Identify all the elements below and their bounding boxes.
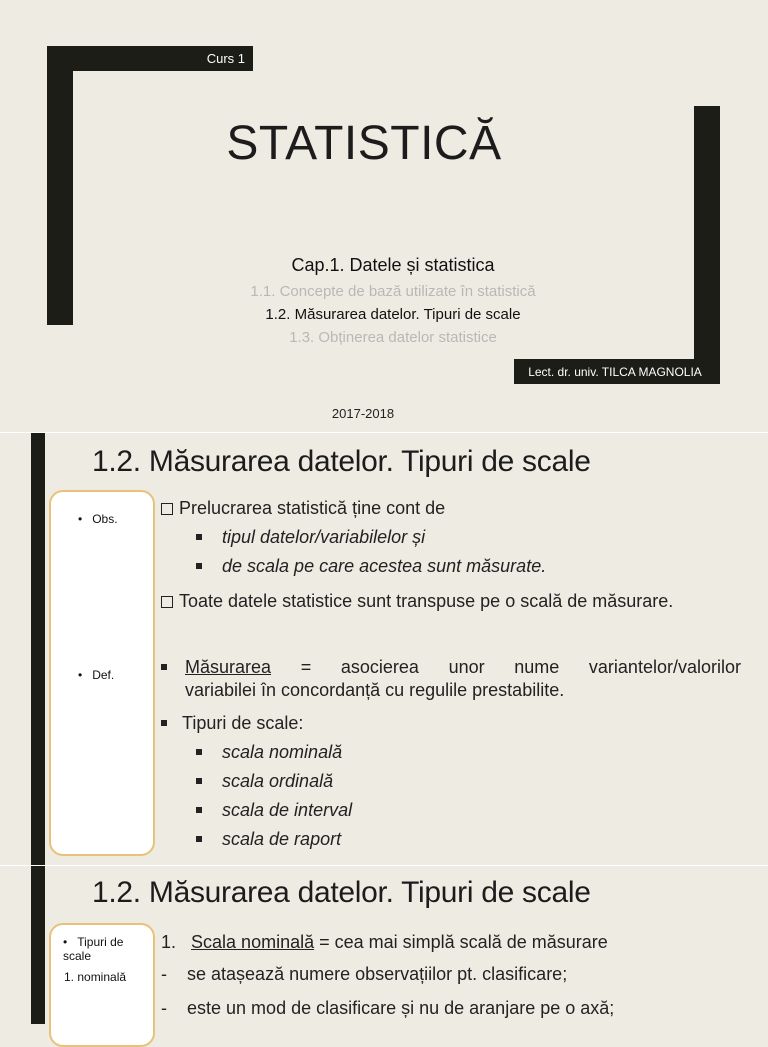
slide2-accent-bar <box>31 433 45 865</box>
slide2-heading: 1.2. Măsurarea datelor. Tipuri de scale <box>92 445 591 478</box>
type-item-nominal: scala nominală <box>196 742 342 763</box>
def-bullet <box>161 657 167 678</box>
obs-sub-1: tipul datelor/variabilelor și <box>196 527 425 548</box>
checkbox-bullet-icon <box>161 503 173 515</box>
slide-divider <box>0 865 768 866</box>
square-bullet-icon <box>196 807 202 813</box>
slide3-accent-bar <box>31 866 45 1024</box>
square-bullet-icon <box>196 534 202 540</box>
side-label-types: • Tipuri de scale <box>63 935 124 963</box>
square-bullet-icon <box>161 720 167 726</box>
square-bullet-icon <box>161 664 167 670</box>
chapter-title: Cap.1. Datele și statistica <box>291 255 495 275</box>
slide-divider <box>0 432 768 433</box>
scale-item-1: 1. Scala nominală = cea mai simplă scală de măsurare <box>161 932 608 952</box>
type-item-interval: scala de interval <box>196 800 352 821</box>
square-bullet-icon <box>196 778 202 784</box>
types-intro: Tipuri de scale: <box>161 713 303 734</box>
slide3-side-panel <box>49 923 155 1047</box>
slide2-side-panel <box>49 490 155 856</box>
section-1-2: 1.2. Măsurarea datelor. Tipuri de scale <box>265 306 521 323</box>
def-line-2: variabilei în concordanță cu regulile prestabilite. <box>185 680 565 700</box>
square-bullet-icon <box>196 836 202 842</box>
side-label-def: • Def. <box>78 668 115 682</box>
lecturer-label: Lect. dr. univ. TILCA MAGNOLIA <box>528 365 702 379</box>
scale-term: Scala nominală <box>191 932 315 952</box>
square-bullet-icon <box>196 563 202 569</box>
def-line-1: Măsurarea = asocierea unor nume variantelor/valorilor <box>185 657 741 677</box>
side-label-nominal: 1. nominală <box>64 970 127 984</box>
course-label: Curs 1 <box>206 51 245 66</box>
obs-line-2: Toate datele statistice sunt transpuse pe o scală de măsurare. <box>161 591 673 612</box>
type-item-ordinal: scala ordinală <box>196 771 333 792</box>
side-label-obs: • Obs. <box>78 512 118 526</box>
checkbox-bullet-icon <box>161 596 173 608</box>
section-1-3: 1.3. Obținerea datelor statistice <box>289 329 497 346</box>
page-title: STATISTICĂ <box>226 117 502 170</box>
scale-point-1: - se atașează numere observațiilor pt. clasificare; <box>161 964 568 984</box>
square-bullet-icon <box>196 749 202 755</box>
section-1-1: 1.1. Concepte de bază utilizate în statistică <box>250 283 536 300</box>
academic-year: 2017-2018 <box>331 406 395 421</box>
obs-sub-2: de scala pe care acestea sunt măsurate. <box>196 556 546 577</box>
type-item-ratio: scala de raport <box>196 829 341 850</box>
slide3-heading: 1.2. Măsurarea datelor. Tipuri de scale <box>92 876 591 909</box>
obs-line-1: Prelucrarea statistică ține cont de <box>161 498 445 519</box>
def-term: Măsurarea <box>185 657 272 677</box>
scale-point-2: - este un mod de clasificare și nu de aranjare pe o axă; <box>161 998 615 1018</box>
